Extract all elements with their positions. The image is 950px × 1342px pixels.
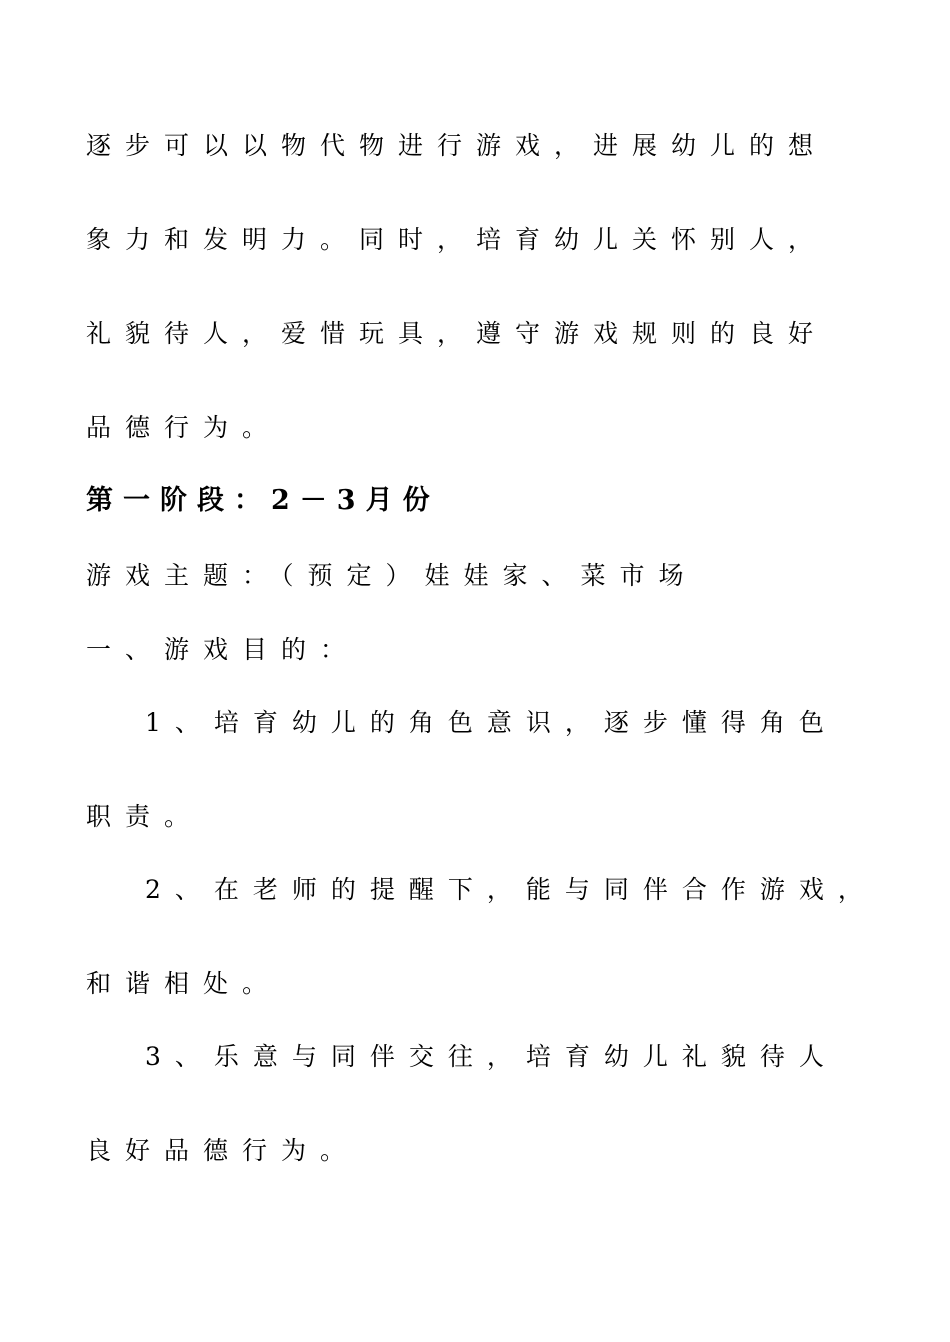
stage-heading: 第一阶段：2－3月份	[86, 485, 440, 516]
goal-3-line-2: 良好品德行为。	[86, 1136, 360, 1165]
intro-line-2: 象力和发明力。同时，培育幼儿关怀别人，	[86, 225, 828, 254]
goal-1-line-1: 1、培育幼儿的角色意识，逐步懂得角色	[145, 708, 838, 737]
goal-1-line-2: 职责。	[86, 802, 204, 831]
intro-line-1: 逐步可以以物代物进行游戏，进展幼儿的想	[86, 131, 828, 160]
intro-line-3: 礼貌待人，爱惜玩具，遵守游戏规则的良好	[86, 319, 828, 348]
goals-heading: 一、游戏目的：	[86, 635, 360, 664]
goal-2-line-1: 2、在老师的提醒下，能与同伴合作游戏，	[145, 875, 877, 904]
game-theme: 游戏主题：（预定）娃娃家、菜市场	[86, 561, 698, 590]
goal-2-line-2: 和谐相处。	[86, 969, 282, 998]
intro-line-4: 品德行为。	[86, 413, 282, 442]
goal-3-line-1: 3、乐意与同伴交往，培育幼儿礼貌待人	[145, 1042, 838, 1071]
